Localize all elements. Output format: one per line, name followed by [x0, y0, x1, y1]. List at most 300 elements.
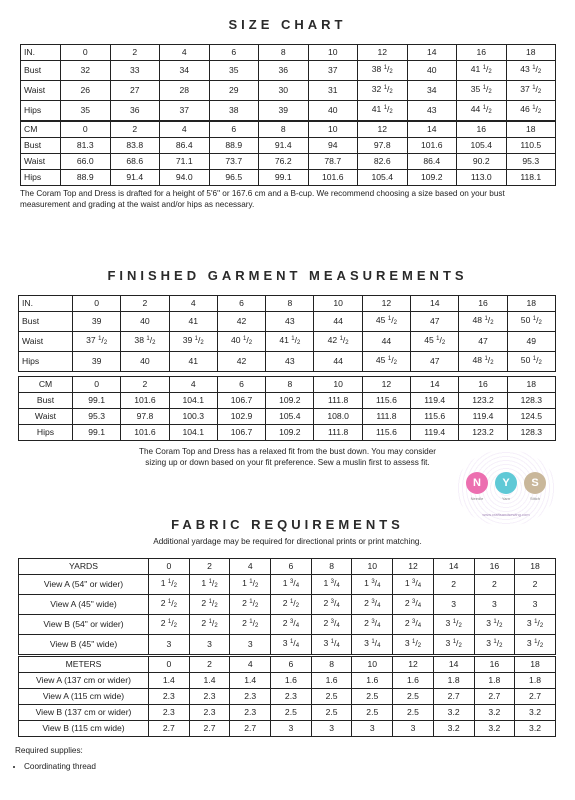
table-cell: 105.4 [457, 138, 507, 154]
table-row [19, 312, 556, 332]
table-cell: 104.1 [169, 393, 217, 409]
table-header-cell: 14 [433, 657, 474, 673]
table-cell: 2 $^3/_4$ [393, 595, 434, 615]
finished-measurements-heading: FINISHED GARMENT MEASUREMENTS [107, 268, 468, 283]
table-cell: 119.4 [411, 425, 459, 441]
table-header-cell: 0 [149, 657, 190, 673]
table-cell: 106.7 [217, 393, 265, 409]
table-cell: 3.2 [433, 721, 474, 737]
table-row [19, 409, 556, 425]
table-cell: 2 $^1/_2$ [149, 615, 190, 635]
table-cell: 40 [121, 352, 169, 372]
table-header-cell: IN. [19, 296, 73, 312]
table-row [21, 61, 556, 81]
table-header-cell: 14 [411, 377, 459, 393]
table-header-cell: 0 [61, 122, 111, 138]
table-cell: 1.6 [393, 673, 434, 689]
table-cell: 109.2 [266, 425, 314, 441]
table-cell: 94.0 [160, 170, 210, 186]
table-row-label: View A (45" wide) [19, 595, 149, 615]
table-cell: 41 $^1/_2$ [457, 61, 507, 81]
table-cell: 1.4 [149, 673, 190, 689]
table-cell: 118.1 [506, 170, 556, 186]
table-header-row [19, 377, 556, 393]
table-header-cell: 14 [407, 122, 457, 138]
table-cell: 40 [308, 101, 358, 121]
table-cell: 3.2 [433, 705, 474, 721]
table-cell: 1.6 [271, 673, 312, 689]
table-row-label: View B (137 cm or wider) [19, 705, 149, 721]
table-header-cell: 10 [314, 296, 362, 312]
table-row-label: View B (115 cm wide) [19, 721, 149, 737]
table-cell: 3 [515, 595, 556, 615]
table-header-cell: 14 [407, 45, 457, 61]
table-cell: 97.8 [121, 409, 169, 425]
table-header-cell: 8 [259, 45, 309, 61]
table-row [19, 595, 556, 615]
table-cell: 108.0 [314, 409, 362, 425]
table-row [19, 689, 556, 705]
table-cell: 96.5 [209, 170, 259, 186]
brand-logo [456, 450, 556, 526]
table-cell: 101.6 [121, 393, 169, 409]
supplies-label: Required supplies: [15, 746, 83, 755]
table-header-cell: 10 [352, 559, 393, 575]
table-cell: 1 $^3/_4$ [352, 575, 393, 595]
table-cell: 44 [362, 332, 410, 352]
table-row-label: Hips [19, 425, 73, 441]
table-header-cell: 8 [311, 657, 352, 673]
table-cell: 3 [189, 635, 230, 655]
table-header-cell: 12 [393, 657, 434, 673]
table-cell: 50 $^1/_2$ [507, 312, 555, 332]
table-cell: 36 [259, 61, 309, 81]
table-cell: 2 [433, 575, 474, 595]
table-cell: 38 $^1/_2$ [121, 332, 169, 352]
table-header-row [19, 559, 556, 575]
table-row-label: Hips [21, 170, 61, 186]
table-cell: 2.3 [230, 689, 271, 705]
table-header-cell: 4 [169, 296, 217, 312]
table-cell: 115.6 [362, 425, 410, 441]
table-cell: 37 $^1/_2$ [506, 81, 556, 101]
table-cell: 2.7 [474, 689, 515, 705]
table-cell: 37 [308, 61, 358, 81]
table-header-cell: 18 [507, 377, 555, 393]
table-header-cell: 16 [474, 559, 515, 575]
yarn-logo-mark: Y [495, 472, 517, 494]
table-header-cell: 2 [121, 377, 169, 393]
table-cell: 28 [160, 81, 210, 101]
table-row-label: Bust [21, 61, 61, 81]
table-cell: 35 $^1/_2$ [457, 81, 507, 101]
table-header-cell: 12 [362, 377, 410, 393]
table-cell: 1 $^3/_4$ [393, 575, 434, 595]
table-row-label: Hips [21, 101, 61, 121]
table-header-cell: 18 [506, 122, 556, 138]
table-cell: 1 $^1/_2$ [230, 575, 271, 595]
table-cell: 3.2 [474, 721, 515, 737]
table-row [19, 332, 556, 352]
table-header-cell: 16 [459, 377, 507, 393]
table-cell: 88.9 [61, 170, 111, 186]
table-cell: 40 $^1/_2$ [217, 332, 265, 352]
table-cell: 2 $^1/_2$ [271, 595, 312, 615]
table-header-cell: 4 [169, 377, 217, 393]
table-cell: 35 [61, 101, 111, 121]
table-cell: 45 $^1/_2$ [411, 332, 459, 352]
table-header-row [19, 657, 556, 673]
table-header-cell: 10 [308, 122, 358, 138]
table-cell: 47 [411, 352, 459, 372]
supply-item: • Coordinating thread [24, 761, 96, 772]
finished-note-line-2: sizing up or down based on your fit preference. Sew a muslin first to assess fit. [145, 458, 430, 467]
table-cell: 38 [209, 101, 259, 121]
table-row [19, 352, 556, 372]
table-cell: 3 [230, 635, 271, 655]
table-cell: 43 [266, 352, 314, 372]
table-cell: 35 [209, 61, 259, 81]
table-cell: 2.3 [230, 705, 271, 721]
table-header-cell: 16 [459, 296, 507, 312]
table-row-label: Hips [19, 352, 73, 372]
table-row-label: Bust [21, 138, 61, 154]
table-cell: 94 [308, 138, 358, 154]
table-cell: 95.3 [73, 409, 121, 425]
table-cell: 3 [352, 721, 393, 737]
table-cell: 110.5 [506, 138, 556, 154]
table-cell: 97.8 [358, 138, 408, 154]
table-header-cell: 4 [230, 657, 271, 673]
table-cell: 115.6 [411, 409, 459, 425]
table-cell: 119.4 [411, 393, 459, 409]
table-cell: 111.8 [314, 393, 362, 409]
table-row-label: View A (137 cm or wider) [19, 673, 149, 689]
table-cell: 3 $^1/_4$ [311, 635, 352, 655]
table-cell: 71.1 [160, 154, 210, 170]
stitch-logo-caption: Stitch [529, 496, 540, 501]
table-cell: 3 [311, 721, 352, 737]
table-header-cell: 10 [308, 45, 358, 61]
table-header-cell: 10 [352, 657, 393, 673]
table-cell: 45 $^1/_2$ [362, 312, 410, 332]
table-cell: 105.4 [358, 170, 408, 186]
table-cell: 2 $^1/_2$ [230, 615, 271, 635]
size-chart-note: The Coram Top and Dress is drafted for a height of 5'6" or 167.6 cm and a B-cup. We recommend choosing a size based on your bust measurement and grading at the waist and/or hips as necessary. [20, 189, 505, 209]
table-cell: 45 $^1/_2$ [362, 352, 410, 372]
table-cell: 78.7 [308, 154, 358, 170]
table-cell: 31 [308, 81, 358, 101]
table-cell: 27 [110, 81, 160, 101]
table-row [19, 635, 556, 655]
table-cell: 2 $^3/_4$ [311, 615, 352, 635]
table-cell: 33 [110, 61, 160, 81]
table-cell: 82.6 [358, 154, 408, 170]
table-cell: 3 $^1/_2$ [515, 635, 556, 655]
table-cell: 76.2 [259, 154, 309, 170]
table-cell: 32 $^1/_2$ [358, 81, 408, 101]
table-header-cell: 16 [474, 657, 515, 673]
table-cell: 40 [407, 61, 457, 81]
table-header-cell: CM [19, 377, 73, 393]
table-header-cell: 12 [393, 559, 434, 575]
table-row [19, 575, 556, 595]
table-cell: 44 $^1/_2$ [457, 101, 507, 121]
table-cell: 2 [474, 575, 515, 595]
table-cell: 42 [217, 312, 265, 332]
table-cell: 105.4 [266, 409, 314, 425]
table-header-cell: 14 [411, 296, 459, 312]
needle-logo-mark: N [466, 472, 488, 494]
table-cell: 128.3 [507, 393, 555, 409]
table-cell: 2 $^3/_4$ [311, 595, 352, 615]
table-row [21, 81, 556, 101]
table-cell: 2 $^3/_4$ [271, 615, 312, 635]
table-cell: 83.8 [110, 138, 160, 154]
table-header-cell: 2 [121, 296, 169, 312]
table-cell: 3 [474, 595, 515, 615]
table-cell: 34 [160, 61, 210, 81]
table-cell: 43 $^1/_2$ [506, 61, 556, 81]
table-header-cell: 8 [266, 377, 314, 393]
table-header-cell: 12 [358, 122, 408, 138]
table-cell: 3.2 [515, 705, 556, 721]
table-row [19, 393, 556, 409]
table-header-cell: 0 [61, 45, 111, 61]
table-cell: 48 $^1/_2$ [459, 352, 507, 372]
table-row [21, 154, 556, 170]
table-cell: 2 $^1/_2$ [149, 595, 190, 615]
table-cell: 2.3 [149, 705, 190, 721]
table-cell: 128.3 [507, 425, 555, 441]
table-cell: 2.3 [189, 689, 230, 705]
table-header-cell: 0 [73, 296, 121, 312]
finished-note-line-1: The Coram Top and Dress has a relaxed fit from the bust down. You may consider [138, 447, 437, 456]
needle-logo-caption: Needle [470, 496, 484, 501]
table-header-cell: 2 [110, 45, 160, 61]
table-cell: 3 $^1/_4$ [352, 635, 393, 655]
table-cell: 3 $^1/_2$ [433, 615, 474, 635]
table-header-cell: 18 [507, 296, 555, 312]
table-header-cell: 18 [506, 45, 556, 61]
table-cell: 2.7 [189, 721, 230, 737]
table-cell: 41 [169, 352, 217, 372]
table-cell: 68.6 [110, 154, 160, 170]
table-cell: 46 $^1/_2$ [506, 101, 556, 121]
table-cell: 2.5 [393, 689, 434, 705]
table-header-cell: 6 [209, 122, 259, 138]
table-row [21, 170, 556, 186]
table-cell: 2 $^1/_2$ [230, 595, 271, 615]
size-chart-inches-table [20, 44, 556, 121]
table-header-cell: 6 [217, 377, 265, 393]
table-cell: 102.9 [217, 409, 265, 425]
table-cell: 123.2 [459, 425, 507, 441]
table-row-label: View A (115 cm wide) [19, 689, 149, 705]
table-cell: 34 [407, 81, 457, 101]
table-cell: 111.8 [314, 425, 362, 441]
table-row [19, 705, 556, 721]
table-cell: 1 $^3/_4$ [271, 575, 312, 595]
table-row-label: View A (54" or wider) [19, 575, 149, 595]
table-header-cell: YARDS [19, 559, 149, 575]
table-cell: 100.3 [169, 409, 217, 425]
table-cell: 2.5 [393, 705, 434, 721]
table-cell: 1.6 [311, 673, 352, 689]
table-cell: 2.3 [189, 705, 230, 721]
table-cell: 38 $^1/_2$ [358, 61, 408, 81]
table-cell: 3.2 [515, 721, 556, 737]
table-cell: 1.8 [433, 673, 474, 689]
table-cell: 3 $^1/_2$ [515, 615, 556, 635]
table-row-label: Bust [19, 393, 73, 409]
table-header-cell: 8 [266, 296, 314, 312]
table-cell: 42 $^1/_2$ [314, 332, 362, 352]
table-header-cell: 4 [160, 45, 210, 61]
table-header-cell: 0 [73, 377, 121, 393]
table-row [19, 721, 556, 737]
table-cell: 47 [459, 332, 507, 352]
finished-inches-table [18, 295, 556, 372]
table-cell: 66.0 [61, 154, 111, 170]
table-header-cell: 12 [358, 45, 408, 61]
table-cell: 2.5 [271, 705, 312, 721]
table-header-cell: 16 [457, 45, 507, 61]
table-header-cell: 6 [271, 657, 312, 673]
table-header-cell: 6 [271, 559, 312, 575]
table-cell: 2.5 [352, 705, 393, 721]
table-cell: 37 $^1/_2$ [73, 332, 121, 352]
table-cell: 3 $^1/_4$ [271, 635, 312, 655]
table-cell: 2 $^1/_2$ [189, 595, 230, 615]
table-cell: 2.7 [230, 721, 271, 737]
table-cell: 113.0 [457, 170, 507, 186]
logo-url: www.craftsandsewing.com [482, 512, 530, 517]
table-cell: 2 $^3/_4$ [352, 615, 393, 635]
table-cell: 2.7 [515, 689, 556, 705]
table-cell: 2 $^1/_2$ [189, 615, 230, 635]
table-header-cell: 8 [259, 122, 309, 138]
table-header-row [21, 122, 556, 138]
table-cell: 99.1 [73, 425, 121, 441]
table-cell: 37 [160, 101, 210, 121]
table-cell: 3 [149, 635, 190, 655]
table-header-cell: 4 [230, 559, 271, 575]
table-cell: 29 [209, 81, 259, 101]
yarn-logo-caption: Yarn [501, 496, 511, 501]
table-header-cell: 6 [209, 45, 259, 61]
table-header-cell: 16 [457, 122, 507, 138]
table-cell: 73.7 [209, 154, 259, 170]
table-cell: 3 $^1/_2$ [474, 615, 515, 635]
table-row-label: Waist [19, 409, 73, 425]
table-cell: 91.4 [259, 138, 309, 154]
table-cell: 48 $^1/_2$ [459, 312, 507, 332]
table-cell: 2.5 [352, 689, 393, 705]
table-cell: 81.3 [61, 138, 111, 154]
table-header-cell: 0 [149, 559, 190, 575]
table-cell: 1.8 [474, 673, 515, 689]
table-row-label: Waist [19, 332, 73, 352]
table-header-cell: 18 [515, 559, 556, 575]
table-header-cell: 4 [160, 122, 210, 138]
table-cell: 109.2 [266, 393, 314, 409]
table-header-cell: 12 [362, 296, 410, 312]
table-cell: 41 [169, 312, 217, 332]
table-cell: 91.4 [110, 170, 160, 186]
table-cell: 104.1 [169, 425, 217, 441]
table-cell: 2.3 [149, 689, 190, 705]
table-cell: 49 [507, 332, 555, 352]
table-header-cell: 8 [311, 559, 352, 575]
table-row [19, 615, 556, 635]
table-row-label: View B (45" wide) [19, 635, 149, 655]
table-cell: 3 $^1/_2$ [474, 635, 515, 655]
table-cell: 90.2 [457, 154, 507, 170]
table-cell: 1.8 [515, 673, 556, 689]
table-cell: 1.4 [189, 673, 230, 689]
table-cell: 39 [259, 101, 309, 121]
table-cell: 2.5 [311, 705, 352, 721]
table-header-row [19, 296, 556, 312]
table-row-label: Waist [21, 154, 61, 170]
finished-cm-table [18, 376, 556, 441]
table-header-cell: 10 [314, 377, 362, 393]
fabric-yards-table [18, 558, 556, 655]
fabric-subtitle: Additional yardage may be required for directional prints or print matching. [153, 537, 422, 546]
table-cell: 32 [61, 61, 111, 81]
table-header-cell: 6 [217, 296, 265, 312]
table-cell: 2.3 [271, 689, 312, 705]
table-header-row [21, 45, 556, 61]
table-row-label: Bust [19, 312, 73, 332]
table-header-cell: 2 [110, 122, 160, 138]
table-cell: 36 [110, 101, 160, 121]
table-cell: 26 [61, 81, 111, 101]
table-cell: 88.9 [209, 138, 259, 154]
table-cell: 86.4 [160, 138, 210, 154]
table-cell: 40 [121, 312, 169, 332]
table-cell: 106.7 [217, 425, 265, 441]
table-cell: 124.5 [507, 409, 555, 425]
table-cell: 115.6 [362, 393, 410, 409]
table-cell: 101.6 [121, 425, 169, 441]
table-cell: 39 $^1/_2$ [169, 332, 217, 352]
table-cell: 3 $^1/_2$ [433, 635, 474, 655]
fabric-requirements-heading: FABRIC REQUIREMENTS [171, 517, 404, 532]
size-chart-heading: SIZE CHART [228, 17, 347, 32]
table-header-cell: IN. [21, 45, 61, 61]
table-row [19, 673, 556, 689]
table-cell: 111.8 [362, 409, 410, 425]
table-cell: 86.4 [407, 154, 457, 170]
table-cell: 2.7 [433, 689, 474, 705]
table-cell: 3 [393, 721, 434, 737]
table-cell: 47 [411, 312, 459, 332]
table-cell: 43 [407, 101, 457, 121]
table-cell: 1 $^3/_4$ [311, 575, 352, 595]
table-cell: 2 [515, 575, 556, 595]
table-cell: 95.3 [506, 154, 556, 170]
table-cell: 3 $^1/_2$ [393, 635, 434, 655]
table-cell: 39 [73, 312, 121, 332]
table-cell: 109.2 [407, 170, 457, 186]
table-cell: 30 [259, 81, 309, 101]
table-cell: 101.6 [308, 170, 358, 186]
table-header-cell: 2 [189, 559, 230, 575]
table-cell: 3 [433, 595, 474, 615]
table-cell: 50 $^1/_2$ [507, 352, 555, 372]
